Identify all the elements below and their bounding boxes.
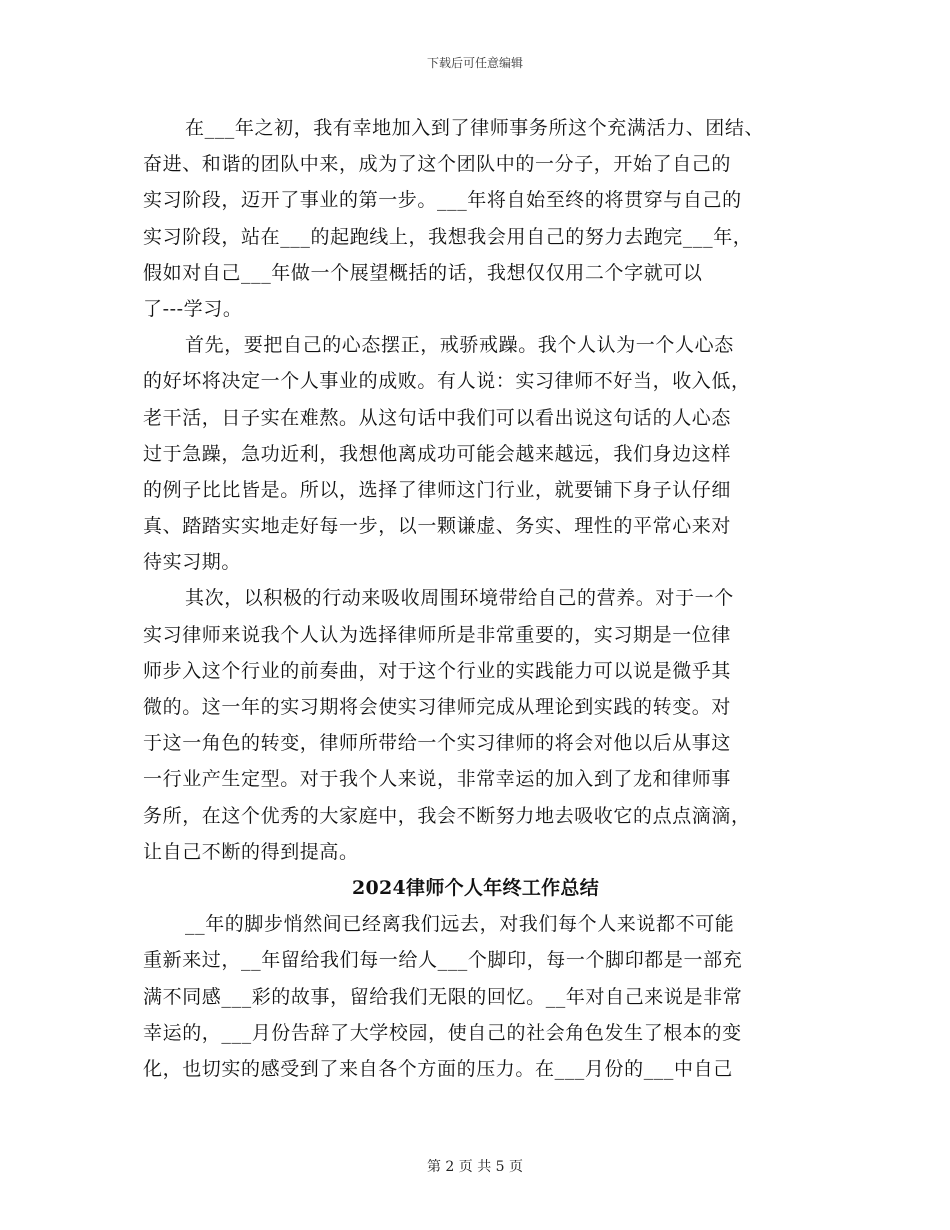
paragraph-line: 待实习期。 — [143, 551, 242, 574]
document-body — [143, 110, 808, 1087]
paragraph-line: 微的。这一年的实习期将会使实习律师完成从理论到实践的转变。对 — [143, 696, 732, 718]
paragraph-line: 幸运的，___月份告辞了大学校园，使自己的社会角色发生了根本的变 — [143, 1021, 742, 1044]
paragraph-line: 奋进、和谐的团队中来，成为了这个团队中的一分子，开始了自己的 — [143, 153, 732, 176]
paragraph-line: __年的脚步悄然间已经离我们远去，对我们每个人来说都不可能 — [185, 913, 735, 936]
paragraph-line: 假如对自己___年做一个展望概括的话，我想仅仅用二个字就可以 — [143, 261, 703, 284]
paragraph-line: 过于急躁，急功近利，我想他离成功可能会越来越远，我们身边这样 — [143, 442, 732, 465]
paragraph-line: 重新来过，__年留给我们每一给人___个脚印，每一个脚印都是一部充 — [143, 949, 743, 972]
paragraph-line: 一行业产生定型。对于我个人来说，非常幸运的加入到了龙和律师事 — [143, 768, 732, 791]
paragraph-line: 实习阶段，迈开了事业的第一步。___年将自始至终的将贯穿与自己的 — [143, 189, 742, 212]
paragraph-line: 实习阶段，站在___的起跑线上，我想我会用自己的努力去跑完___年， — [143, 225, 753, 248]
paragraph-line: 实习律师来说我个人认为选择律师所是非常重要的，实习期是一位律 — [143, 623, 732, 646]
paragraph-line: 了---学习。 — [143, 297, 243, 320]
paragraph-line: 满不同感___彩的故事，留给我们无限的回忆。__年对自己来说是非常 — [143, 985, 743, 1008]
paragraph-line: 其次，以积极的行动来吸收周围环境带给自己的营养。对于一个 — [185, 587, 734, 610]
page-number: 第 2 页 共 5 页 — [426, 1159, 524, 1175]
paragraph-line: 老干活，日子实在难熬。从这句话中我们可以看出说这句话的人心态 — [143, 406, 732, 429]
paragraph-line: 首先，要把自己的心态摆正，戒骄戒躁。我个人认为一个人心态 — [185, 334, 734, 357]
paragraph-line: 师步入这个行业的前奏曲，对于这个行业的实践能力可以说是微乎其 — [143, 659, 732, 682]
header-note: 下载后可任意编辑 — [426, 56, 523, 70]
paragraph-line: 的例子比比皆是。所以，选择了律师这门行业，就要铺下身子认仔细 — [143, 478, 732, 501]
paragraph-line: 务所，在这个优秀的大家庭中，我会不断努力地去吸收它的点点滴滴， — [143, 804, 751, 827]
paragraph-line: 的好坏将决定一个人事业的成败。有人说：实习律师不好当，收入低， — [143, 370, 751, 393]
paragraph-line: 真、踏踏实实地走好每一步，以一颗谦虚、务实、理性的平常心来对 — [143, 515, 732, 538]
section-title: 2024律师个人年终工作总结 — [351, 876, 600, 899]
paragraph-line: 在___年之初，我有幸地加入到了律师事务所这个充满活力、团结、 — [185, 117, 765, 139]
paragraph-line: 化，也切实的感受到了来自各个方面的压力。在___月份的___中自己 — [143, 1057, 733, 1080]
paragraph-line: 让自己不断的得到提高。 — [143, 840, 359, 863]
paragraph-line: 于这一角色的转变，律师所带给一个实习律师的将会对他以后从事这 — [143, 732, 732, 755]
